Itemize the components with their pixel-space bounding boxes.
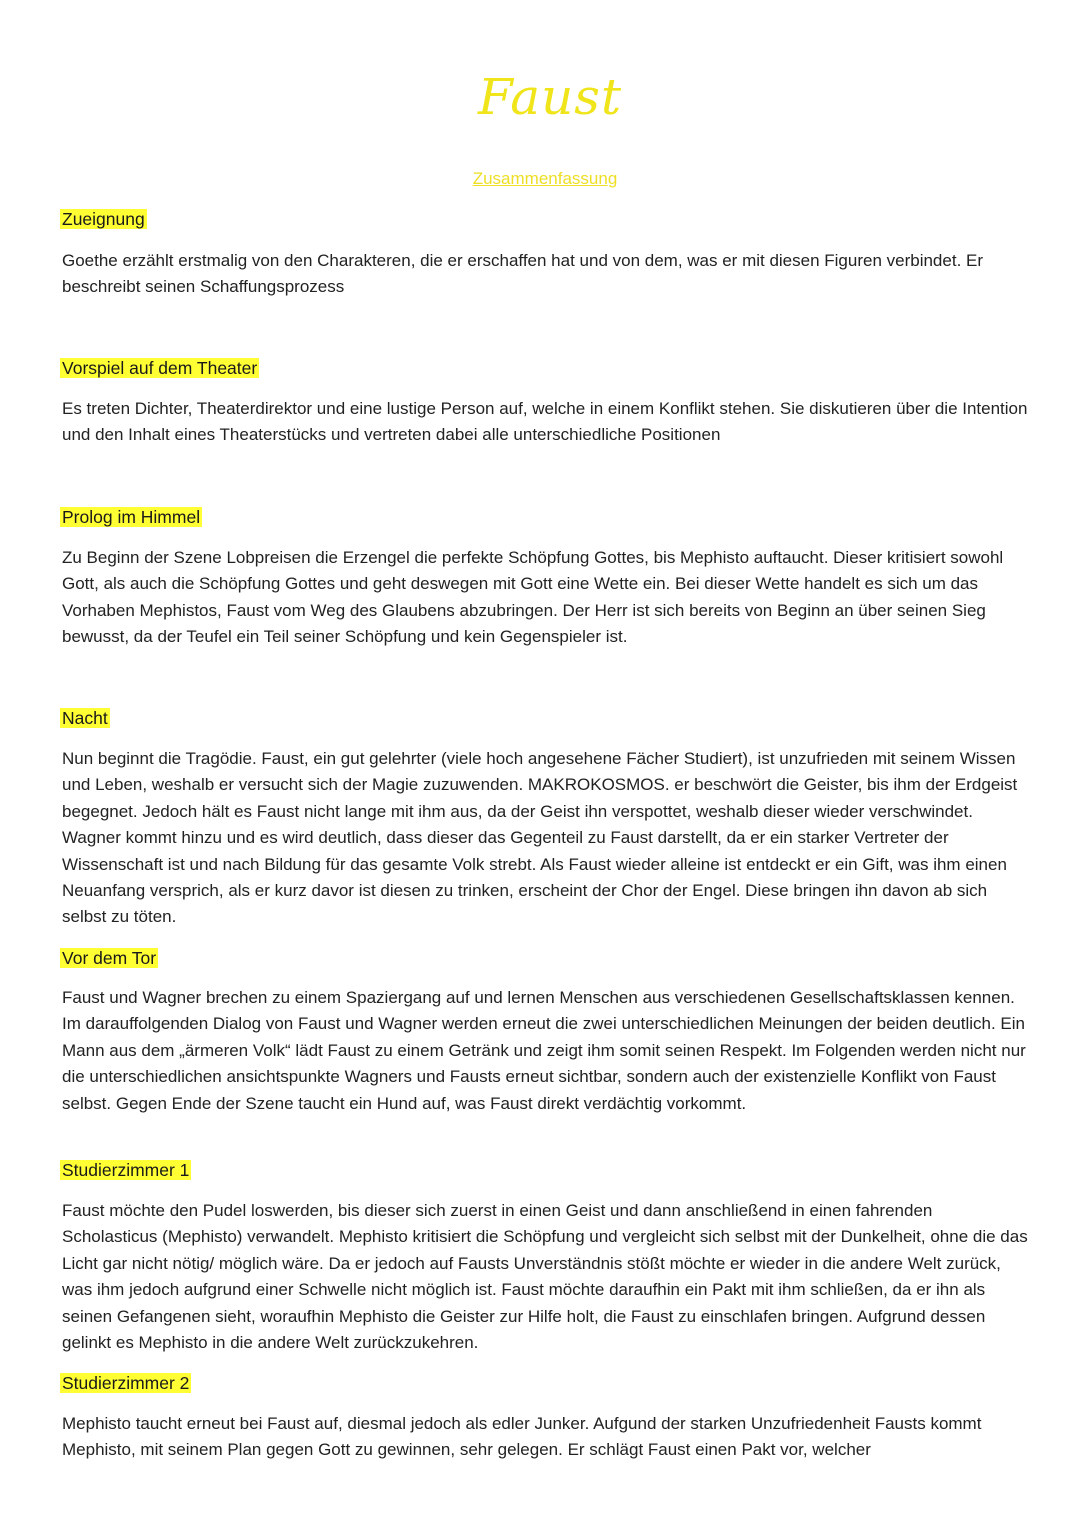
section-heading-vorspiel xyxy=(60,355,259,381)
section-text-studierzimmer-1: Faust möchte den Pudel loswerden, bis dieser sich zuerst in einen Geist und dann anschließend in einen fahrenden Scholasticus (Mephisto) verwandelt. Mephisto kritisiert die Schöpfung und vergleicht sich selbst mit der Dunkelheit, ohne die das Licht gar nicht nötig/ möglich wäre. Da er jedoch auf Fausts Unverständnis stößt möchte er wieder in die andere Welt zurück, was ihm jedoch aufgrund einer Schwelle nicht möglich ist. Faust möchte daraufhin ein Pakt mit ihm schließen, da er ihn als seinen Gefangenen sieht, woraufhin Mephisto die Geister zur Hilfe holt, die Faust zu einschlafen bringen. Aufgrund dessen gelinkt es Mephisto in die andere Welt zurückzukehren. xyxy=(62,1201,1028,1353)
section-text-prolog: Zu Beginn der Szene Lobpreisen die Erzengel die perfekte Schöpfung Gottes, bis Mephisto auftaucht. Dieser kritisiert sowohl Gott, als auch die Schöpfung Gottes und geht deswegen mit Gott eine Wette ein. Bei dieser Wette handelt es sich um das Vorhaben Mephistos, Faust vom Weg des Glaubens abzubringen. Der Herr ist sich bereits von Beginn an über seinen Sieg bewusst, da der Teufel ein Teil seiner Schöpfung und kein Gegenspieler ist. xyxy=(62,548,1004,647)
heading-highlight: Zueignung xyxy=(62,209,145,229)
section-heading-zueignung xyxy=(60,206,147,232)
heading-highlight: Vorspiel auf dem Theater xyxy=(62,358,258,378)
document-title: Faust xyxy=(477,68,623,126)
section-text-nacht: Nun beginnt die Tragödie. Faust, ein gut gelehrter (viele hoch angesehene Fächer Studiert), ist unzufrieden mit seinem Wissen und Leben, weshalb er versucht sich der Magie zuzuwenden. MAKROKOSMOS. er beschwört die Geister, bis ihm der Erdgeist begegnet. Jedoch hält es Faust nicht lange mit ihm aus, da der Geist ihn verspottet, weshalb dieser wieder verschwindet. Wagner kommt hinzu und es wird deutlich, dass dieser das Gegenteil zu Faust darstellt, da er ein starker Vertreter der Wissenschaft ist und nach Bildung für das gesamte Volk strebt. Als Faust wieder alleine ist entdeckt er ein Gift, was ihm einen Neuanfang versprich, als er kurz davor ist diesen zu trinken, erscheint der Chor der Engel. Diese bringen ihn davon ab sich selbst zu töten. xyxy=(62,749,1018,927)
section-text-studierzimmer-2: Mephisto taucht erneut bei Faust auf, diesmal jedoch als edler Junker. Aufgund der starken Unzufriedenheit Fausts kommt Mephisto, mit seinem Plan gegen Gott zu gewinnen, sehr gelegen. Er schlägt Faust einen Pakt vor, welcher xyxy=(62,1414,982,1460)
heading-highlight: Studierzimmer 2 xyxy=(62,1373,190,1393)
section-heading-vor-dem-tor xyxy=(60,945,158,971)
section-text-zueignung: Goethe erzählt erstmalig von den Charakteren, die er erschaffen hat und von dem, was er mit diesen Figuren verbindet. Er beschreibt seinen Schaffungsprozess xyxy=(62,251,984,297)
section-heading-nacht xyxy=(60,705,110,731)
heading-highlight: Nacht xyxy=(62,708,108,728)
section-text-vor-dem-tor: Faust und Wagner brechen zu einem Spaziergang auf und lernen Menschen aus verschiedenen Gesellschaftsklassen kennen. Im darauffolgenden Dialog von Faust und Wagner werden erneut die zwei unterschiedlichen Meinungen der beiden deutlich. Ein Mann aus dem „ärmeren Volk“ lädt Faust zu einem Getränk und zeigt ihm somit seinen Respekt. Im Folgenden werden nicht nur die unterschiedlichen ansichtspunkte Wagners und Fausts erneut sichtbar, sondern auch der existenzielle Konflikt von Faust selbst. Gegen Ende der Szene taucht ein Hund auf, was Faust direkt verdächtig vorkommt. xyxy=(62,988,1026,1113)
section-heading-studierzimmer-1 xyxy=(60,1157,191,1183)
heading-highlight: Vor dem Tor xyxy=(62,948,157,968)
heading-highlight: Studierzimmer 1 xyxy=(62,1160,190,1180)
heading-highlight: Prolog im Himmel xyxy=(62,507,201,527)
section-heading-studierzimmer-2 xyxy=(60,1370,191,1396)
document-subtitle: Zusammenfassung xyxy=(472,169,618,188)
section-text-vorspiel: Es treten Dichter, Theaterdirektor und eine lustige Person auf, welche in einem Konflikt stehen. Sie diskutieren über die Intention und den Inhalt eines Theaterstücks und vertreten dabei alle unterschiedliche Positionen xyxy=(62,399,1028,445)
section-heading-prolog xyxy=(60,504,202,530)
